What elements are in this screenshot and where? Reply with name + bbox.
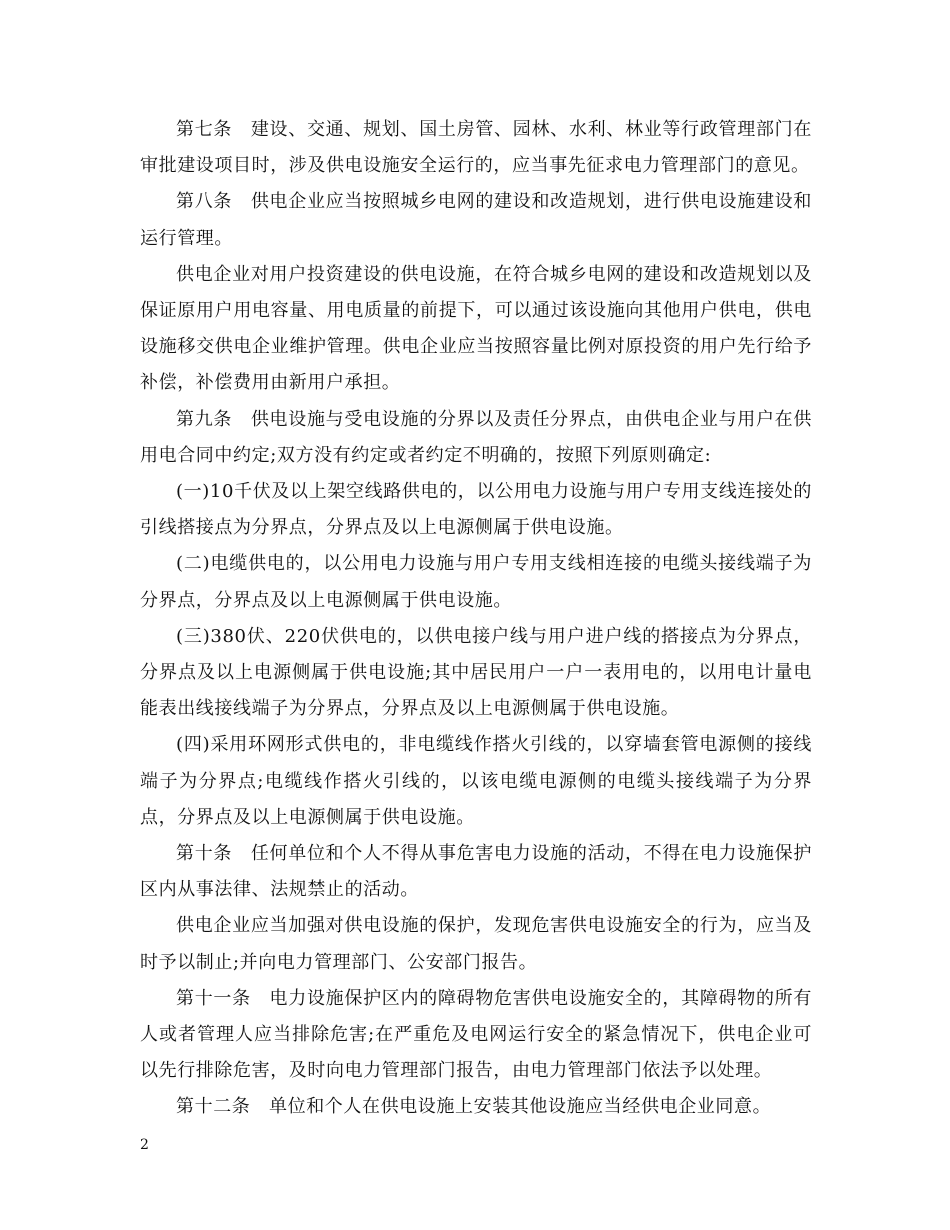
paragraph-article-9-item-4: (四)采用环网形式供电的，非电缆线作搭火引线的，以穿墙套管电源侧的接线端子为分界点;电缆线作搭火引线的，以该电缆电源侧的电缆头接线端子为分界点，分界点及以上电源侧属于供电设施。 bbox=[140, 734, 812, 828]
paragraph-article-9-item-2: (二)电缆供电的，以公用电力设施与用户专用支线相连接的电缆头接线端子为分界点，分界点及以上电源侧属于供电设施。 bbox=[140, 553, 812, 611]
paragraph-article-8-user-investment: 供电企业对用户投资建设的供电设施，在符合城乡电网的建设和改造规划以及保证原用户用电容量、用电质量的前提下，可以通过该设施向其他用户供电，供电设施移交供电企业维护管理。供电企业应当按照容量比例对原投资的用户先行给予补偿，补偿费用由新用户承担。 bbox=[140, 263, 812, 394]
paragraph-article-8: 第八条 供电企业应当按照城乡电网的建设和改造规划，进行供电设施建设和运行管理。 bbox=[140, 191, 812, 249]
document-body bbox=[140, 112, 812, 1126]
paragraph-article-10-protection: 供电企业应当加强对供电设施的保护，发现危害供电设施安全的行为，应当及时予以制止;并向电力管理部门、公安部门报告。 bbox=[140, 915, 812, 973]
paragraph-article-12: 第十二条 单位和个人在供电设施上安装其他设施应当经供电企业同意。 bbox=[176, 1096, 772, 1118]
paragraph-article-7: 第七条 建设、交通、规划、国土房管、园林、水利、林业等行政管理部门在审批建设项目时，涉及供电设施安全运行的，应当事先征求电力管理部门的意见。 bbox=[140, 119, 812, 177]
paragraph-article-9: 第九条 供电设施与受电设施的分界以及责任分界点，由供电企业与用户在供用电合同中约定;双方没有约定或者约定不明确的，按照下列原则确定: bbox=[140, 408, 812, 466]
paragraph-article-11: 第十一条 电力设施保护区内的障碍物危害供电设施安全的，其障碍物的所有人或者管理人应当排除危害;在严重危及电网运行安全的紧急情况下，供电企业可以先行排除危害，及时向电力管理部门报告，由电力管理部门依法予以处理。 bbox=[140, 987, 812, 1082]
paragraph-article-9-item-3: (三)380伏、220伏供电的，以供电接户线与用户进户线的搭接点为分界点，分界点及以上电源侧属于供电设施;其中居民用户一户一表用电的，以用电计量电能表出线接线端子为分界点，分界点及以上电源侧属于供电设施。 bbox=[140, 625, 812, 720]
paragraph-article-9-item-1: (一)10千伏及以上架空线路供电的，以公用电力设施与用户专用支线连接处的引线搭接点为分界点，分界点及以上电源侧属于供电设施。 bbox=[140, 481, 812, 539]
page-number: 2 bbox=[140, 1137, 149, 1153]
paragraph-article-10: 第十条 任何单位和个人不得从事危害电力设施的活动，不得在电力设施保护区内从事法律、法规禁止的活动。 bbox=[140, 843, 812, 901]
